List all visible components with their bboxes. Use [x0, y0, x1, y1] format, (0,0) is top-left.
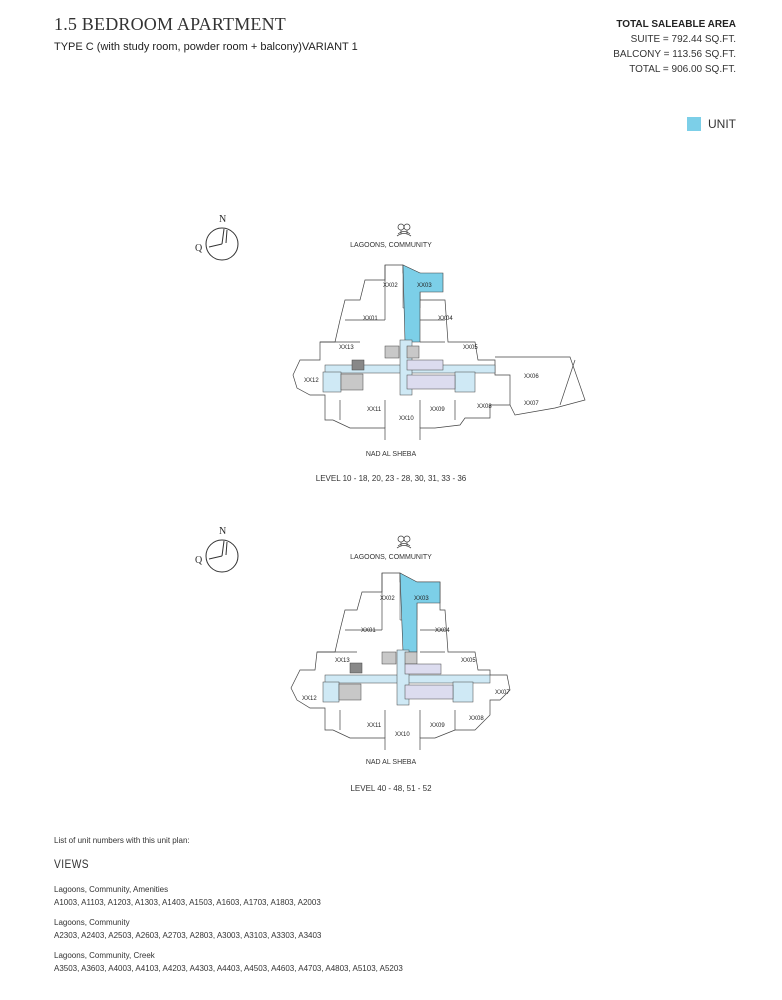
compass-west-label: Q — [195, 555, 203, 566]
unit-label: XX04 — [435, 628, 450, 634]
unit-label: XX13 — [335, 658, 350, 664]
view-top-label: LAGOONS, COMMUNITY — [350, 554, 432, 561]
unit-label: XX02 — [383, 283, 398, 289]
view-group — [54, 951, 403, 973]
view-group-units: A1003, A1103, A1203, A1303, A1403, A1503, A1603, A1703, A1803, A2003 — [54, 898, 321, 907]
level-label: LEVEL 10 - 18, 20, 23 - 28, 30, 31, 33 - 36 — [315, 474, 467, 483]
unit-label: XX08 — [477, 404, 492, 410]
unit-label: XX13 — [339, 345, 354, 351]
unit-label: XX07 — [495, 690, 510, 696]
unit-label: XX09 — [430, 723, 445, 729]
unit-label: XX12 — [304, 378, 319, 384]
legend — [687, 117, 736, 131]
view-group-name: Lagoons, Community — [54, 918, 130, 927]
area-balcony: BALCONY = 113.56 SQ.FT. — [613, 49, 736, 60]
compass-north-label: N — [219, 214, 227, 225]
unit-label: XX10 — [399, 416, 414, 422]
compass-north-label: N — [219, 526, 227, 537]
view-group-name: Lagoons, Community, Amenities — [54, 885, 169, 894]
view-bottom-label: NAD AL SHEBA — [365, 451, 417, 458]
view-group — [54, 885, 403, 907]
view-group-name: Lagoons, Community, Creek — [54, 951, 155, 960]
view-group-units: A2303, A2403, A2503, A2603, A2703, A2803, A3003, A3103, A3303, A3403 — [54, 931, 322, 940]
view-group — [54, 918, 403, 940]
unit-label: XX03 — [417, 283, 432, 289]
compass-west-label: Q — [195, 243, 203, 254]
views-heading: VIEWS — [54, 857, 89, 871]
view-group-units: A3503, A3603, A4003, A4103, A4203, A4303, A4403, A4503, A4603, A4703, A4803, A5103, A5203 — [54, 964, 403, 973]
level-label: LEVEL 40 - 48, 51 - 52 — [350, 784, 432, 793]
building-floorplate — [285, 260, 595, 440]
unit-label: XX06 — [524, 374, 539, 380]
area-suite: SUITE = 792.44 SQ.FT. — [630, 34, 736, 45]
unit-label: XX01 — [363, 316, 378, 322]
unit-label: XX02 — [380, 596, 395, 602]
floor-plan-2 — [0, 522, 782, 802]
unit-label: XX11 — [367, 723, 382, 729]
page-title: 1.5 BEDROOM APARTMENT — [54, 14, 286, 34]
lagoon-icon — [395, 534, 413, 550]
view-bottom-label: NAD AL SHEBA — [365, 759, 417, 766]
area-heading: TOTAL SALEABLE AREA — [616, 19, 736, 30]
area-total: TOTAL = 906.00 SQ.FT. — [629, 64, 736, 75]
unit-list-section — [54, 836, 403, 984]
unit-list-intro: List of unit numbers with this unit plan: — [54, 836, 190, 845]
saleable-area-summary — [613, 17, 736, 77]
building-floorplate — [285, 570, 525, 750]
unit-label: XX12 — [302, 696, 317, 702]
unit-label: XX01 — [361, 628, 376, 634]
legend-label: UNIT — [708, 117, 736, 131]
unit-label: XX11 — [367, 407, 382, 413]
unit-label: XX07 — [524, 401, 539, 407]
lagoon-icon — [395, 222, 413, 238]
unit-legend-swatch — [687, 117, 701, 131]
unit-label: XX03 — [414, 596, 429, 602]
unit-label: XX05 — [461, 658, 476, 664]
page-subtitle: TYPE C (with study room, powder room + balcony)VARIANT 1 — [54, 41, 358, 53]
unit-label: XX10 — [395, 732, 410, 738]
floor-plan-1 — [0, 210, 782, 490]
unit-label: XX08 — [469, 716, 484, 722]
view-top-label: LAGOONS, COMMUNITY — [350, 242, 432, 249]
unit-label: XX05 — [463, 345, 478, 351]
unit-label: XX04 — [438, 316, 453, 322]
unit-label: XX09 — [430, 407, 445, 413]
